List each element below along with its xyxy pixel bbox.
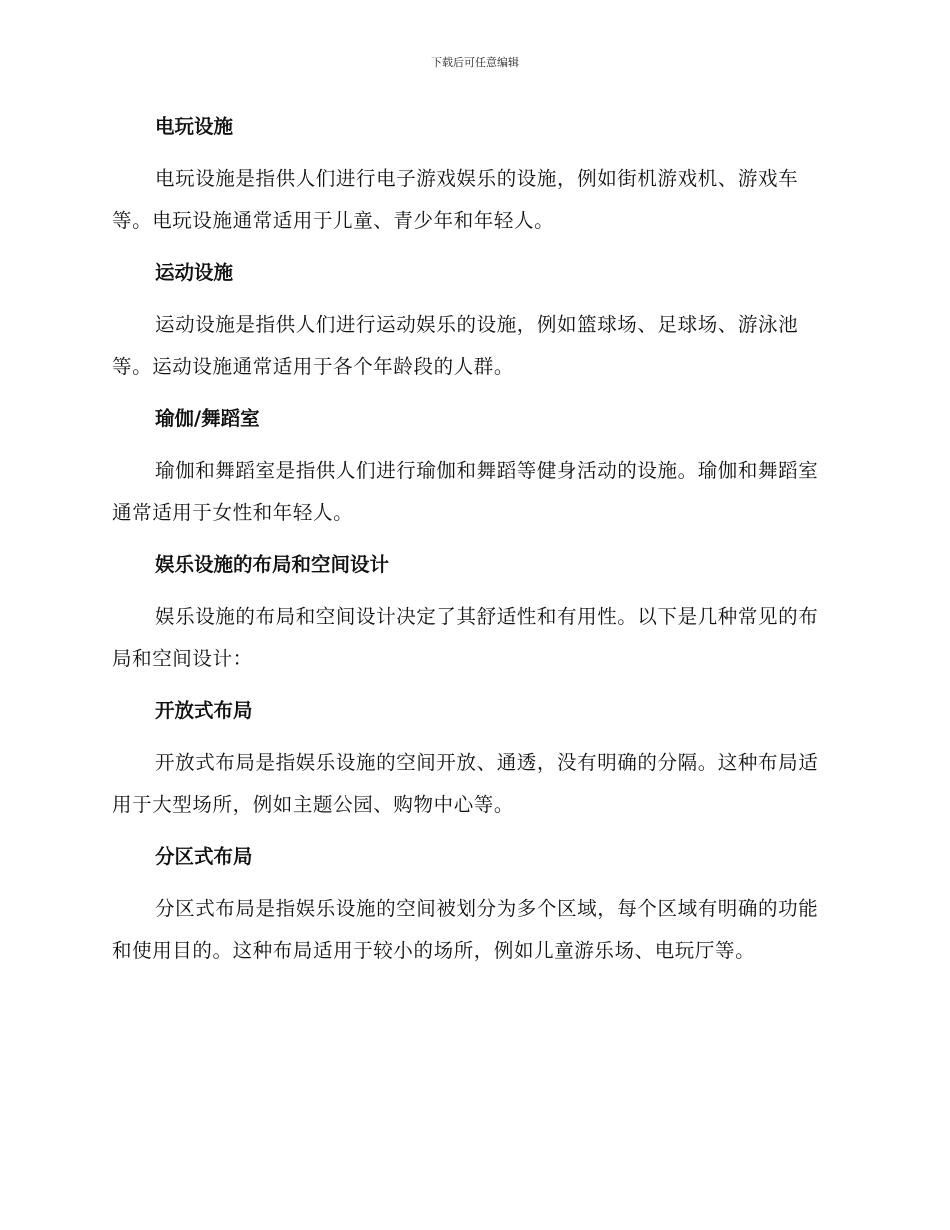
section-heading-zoned-layout: 分区式布局 — [155, 845, 253, 868]
section-heading-sports: 运动设施 — [155, 261, 234, 284]
section-paragraph-sports: 运动设施是指供人们进行运动娱乐的设施，例如篮球场、足球场、游泳池等。运动设施通常适用于各个年龄段的人群。 — [112, 313, 799, 378]
section-paragraph-zoned-layout: 分区式布局是指娱乐设施的空间被划分为多个区域，每个区域有明确的功能和使用目的。这种布局适用于较小的场所，例如儿童游乐场、电玩厅等。 — [112, 897, 819, 962]
page-header: 下载后可任意编辑 — [431, 56, 519, 69]
section-heading-yoga-dance: 瑜伽/舞蹈室 — [155, 407, 260, 430]
section-paragraph-arcade: 电玩设施是指供人们进行电子游戏娱乐的设施，例如街机游戏机、游戏车等。电玩设施通常适用于儿童、青少年和年轻人。 — [112, 167, 799, 232]
section-paragraph-layout-design: 娱乐设施的布局和空间设计决定了其舒适性和有用性。以下是几种常见的布局和空间设计： — [112, 605, 819, 670]
section-heading-open-layout: 开放式布局 — [155, 699, 253, 722]
section-heading-arcade: 电玩设施 — [155, 115, 234, 138]
document-body — [112, 106, 832, 982]
section-paragraph-yoga-dance: 瑜伽和舞蹈室是指供人们进行瑜伽和舞蹈等健身活动的设施。瑜伽和舞蹈室通常适用于女性和年轻人。 — [112, 459, 819, 524]
section-paragraph-open-layout: 开放式布局是指娱乐设施的空间开放、通透，没有明确的分隔。这种布局适用于大型场所，例如主题公园、购物中心等。 — [112, 751, 819, 816]
section-heading-layout-design: 娱乐设施的布局和空间设计 — [155, 553, 390, 576]
